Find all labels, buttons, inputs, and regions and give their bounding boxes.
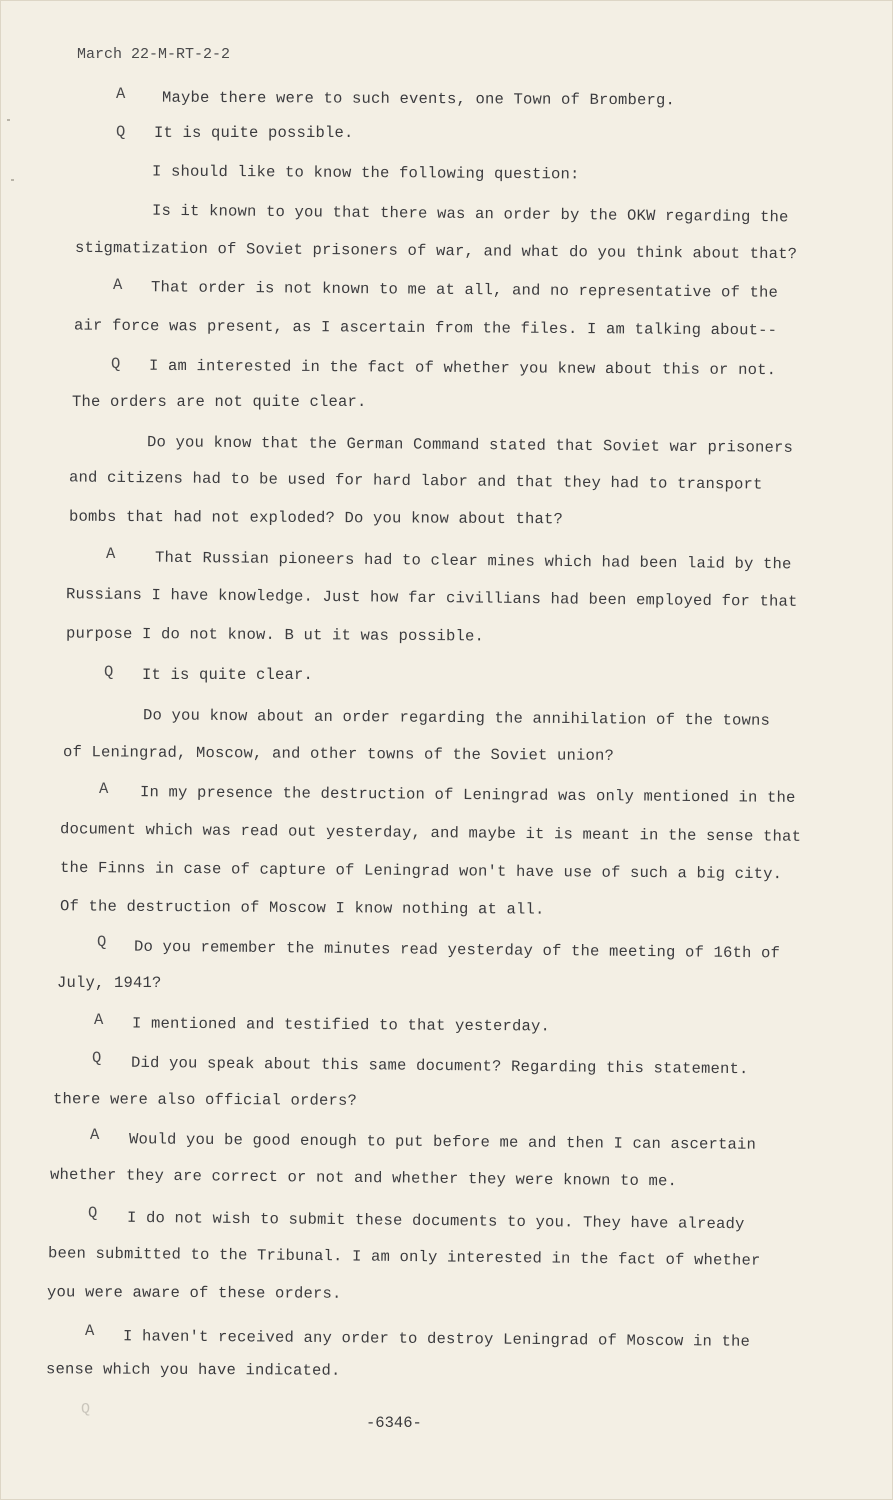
speaker-label: A — [85, 1322, 95, 1340]
transcript-line: I am interested in the fact of whether you knew about this or not. — [148, 356, 777, 380]
speaker-label: A — [106, 545, 116, 563]
speaker-label: Q — [111, 355, 121, 373]
transcript-line: the Finns in case of capture of Leningrad won't have use of such a big city. — [59, 858, 783, 884]
speaker-label: Q — [104, 663, 114, 681]
transcript-line: been submitted to the Tribunal. I am only interested in the fact of whether — [47, 1244, 761, 1270]
transcript-line: Do you remember the minutes read yesterday of the meeting of 16th of — [133, 937, 781, 963]
transcript-line: Maybe there were to such events, one Town of Bromberg. — [161, 88, 676, 110]
transcript-line: there were also official orders? — [52, 1090, 358, 1110]
transcript-line: purpose I do not know. B ut it was possible. — [65, 624, 485, 646]
speaker-label: A — [94, 1011, 104, 1029]
paper-mark — [11, 179, 14, 181]
transcript-line: That Russian pioneers had to clear mines which had been laid by the — [154, 548, 792, 574]
transcript-line: I haven't received any order to destroy Leningrad of Moscow in the — [122, 1327, 751, 1351]
speaker-label: A — [99, 780, 109, 798]
transcript-line: Is it known to you that there was an order by the OKW regarding the — [151, 201, 789, 227]
transcript-line: I do not wish to submit these documents to you. They have already — [126, 1208, 745, 1234]
transcript-line: Would you be good enough to put before me and then I can ascertain — [128, 1130, 757, 1154]
transcript-line: In my presence the destruction of Leningrad was only mentioned in the — [139, 783, 796, 807]
transcript-line: Do you know that the German Command stated that Soviet war prisoners — [146, 433, 794, 457]
transcript-line: It is quite possible. — [154, 124, 354, 142]
speaker-label: A — [113, 276, 123, 294]
transcript-line: The orders are not quite clear. — [72, 393, 367, 411]
transcript-line: Do you know about an order regarding the annihilation of the towns — [142, 706, 771, 730]
speaker-label: A — [116, 85, 126, 103]
transcript-line: document which was read out yesterday, and maybe it is meant in the sense that — [59, 820, 802, 846]
paper-mark — [7, 119, 10, 121]
transcript-line: of Leningrad, Moscow, and other towns of the Soviet union? — [62, 743, 615, 765]
speaker-label: A — [90, 1126, 100, 1144]
transcript-line: That order is not known to me at all, and no representative of the — [150, 278, 779, 302]
transcript-line: Of the destruction of Moscow I know nothing at all. — [59, 897, 545, 919]
transcript-line: whether they are correct or not and whether they were known to me. — [49, 1165, 678, 1191]
transcript-line: Russians I have knowledge. Just how far civillians had been employed for that — [65, 585, 798, 611]
transcript-line: sense which you have indicated. — [45, 1360, 341, 1380]
speaker-label: Q — [88, 1204, 98, 1222]
transcript-line: July, 1941? — [57, 974, 162, 992]
transcript-line: Did you speak about this same document? Regarding this statement. — [130, 1053, 749, 1079]
transcript-line: you were aware of these orders. — [46, 1283, 342, 1303]
transcript-line: It is quite clear. — [142, 666, 314, 684]
transcript-line: air force was present, as I ascertain from the files. I am talking about-- — [73, 316, 778, 340]
transcript-line: I should like to know the following question: — [151, 162, 580, 184]
page-header: March 22-M-RT-2-2 — [77, 46, 231, 63]
page-number: -6346- — [366, 1414, 422, 1432]
speaker-label: Q — [92, 1049, 102, 1067]
transcript-line: bombs that had not exploded? Do you know about that? — [68, 507, 564, 529]
faint-speaker-label: Q — [81, 1401, 91, 1418]
speaker-label: Q — [97, 933, 107, 951]
transcript-line: and citizens had to be used for hard labor and that they had to transport — [68, 468, 763, 494]
speaker-label: Q — [116, 123, 126, 141]
transcript-line: I mentioned and testified to that yesterday. — [131, 1014, 551, 1036]
transcript-line: stigmatization of Soviet prisoners of war, and what do you think about that? — [74, 238, 798, 264]
